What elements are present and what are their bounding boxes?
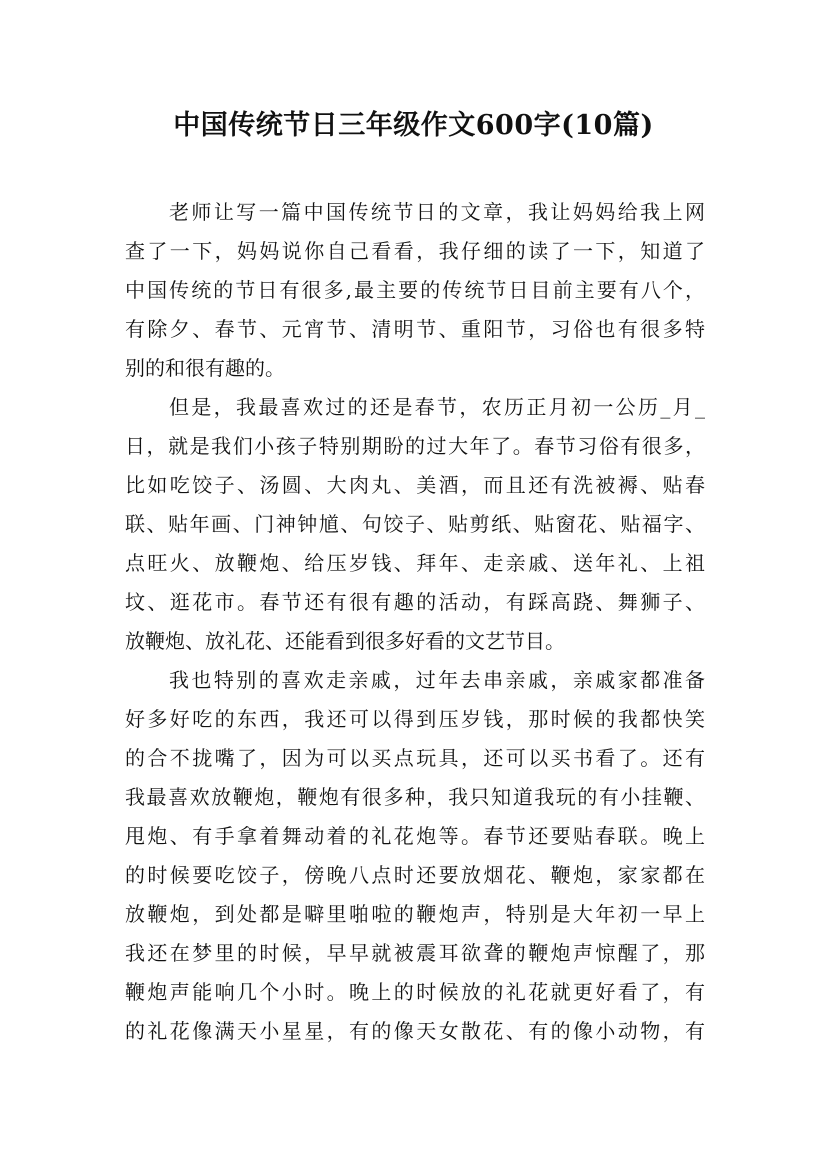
- text-line: 联、贴年画、门神钟馗、句饺子、贴剪纸、贴窗花、贴福字、: [125, 512, 705, 536]
- text-line: 但是，我最喜欢过的还是春节，农历正月初一公历_月_: [169, 395, 705, 419]
- text-line: 放鞭炮，到处都是噼里啪啦的鞭炮声，特别是大年初一早上: [125, 902, 705, 926]
- text-line: 甩炮、有手拿着舞动着的礼花炮等。春节还要贴春联。晚上: [125, 824, 705, 848]
- text-line: 我最喜欢放鞭炮，鞭炮有很多种，我只知道我玩的有小挂鞭、: [125, 785, 705, 809]
- text-line: 比如吃饺子、汤圆、大肉丸、美酒，而且还有洗被褥、贴春: [125, 473, 705, 497]
- text-line: 坟、逛花市。春节还有很有趣的活动，有踩高跷、舞狮子、: [125, 590, 705, 614]
- text-line: 放鞭炮、放礼花、还能看到很多好看的文艺节目。: [125, 629, 565, 653]
- document-title: 中国传统节日三年级作文600字(10篇): [173, 110, 654, 141]
- text-line: 我还在梦里的时候，早早就被震耳欲聋的鞭炮声惊醒了，那: [125, 941, 705, 965]
- text-line: 中国传统的节日有很多,最主要的传统节日目前主要有八个，: [125, 278, 705, 302]
- text-line: 鞭炮声能响几个小时。晚上的时候放的礼花就更好看了，有: [125, 980, 705, 1004]
- text-line: 好多好吃的东西，我还可以得到压岁钱，那时候的我都快笑: [125, 707, 705, 731]
- text-line: 别的和很有趣的。: [125, 356, 285, 380]
- text-line: 有除夕、春节、元宵节、清明节、重阳节，习俗也有很多特: [125, 317, 705, 341]
- text-line: 的时候要吃饺子，傍晚八点时还要放烟花、鞭炮，家家都在: [125, 863, 705, 887]
- text-line: 老师让写一篇中国传统节日的文章，我让妈妈给我上网: [169, 200, 705, 224]
- text-line: 查了一下，妈妈说你自己看看，我仔细的读了一下，知道了: [125, 239, 705, 263]
- text-line: 日，就是我们小孩子特别期盼的过大年了。春节习俗有很多，: [125, 434, 705, 458]
- text-line: 点旺火、放鞭炮、给压岁钱、拜年、走亲戚、送年礼、上祖: [125, 551, 705, 575]
- text-line: 的合不拢嘴了，因为可以买点玩具，还可以买书看了。还有: [125, 746, 705, 770]
- text-line: 我也特别的喜欢走亲戚，过年去串亲戚，亲戚家都准备: [169, 668, 705, 692]
- text-line: 的礼花像满天小星星，有的像天女散花、有的像小动物，有: [125, 1019, 705, 1043]
- document-body: [125, 193, 705, 1051]
